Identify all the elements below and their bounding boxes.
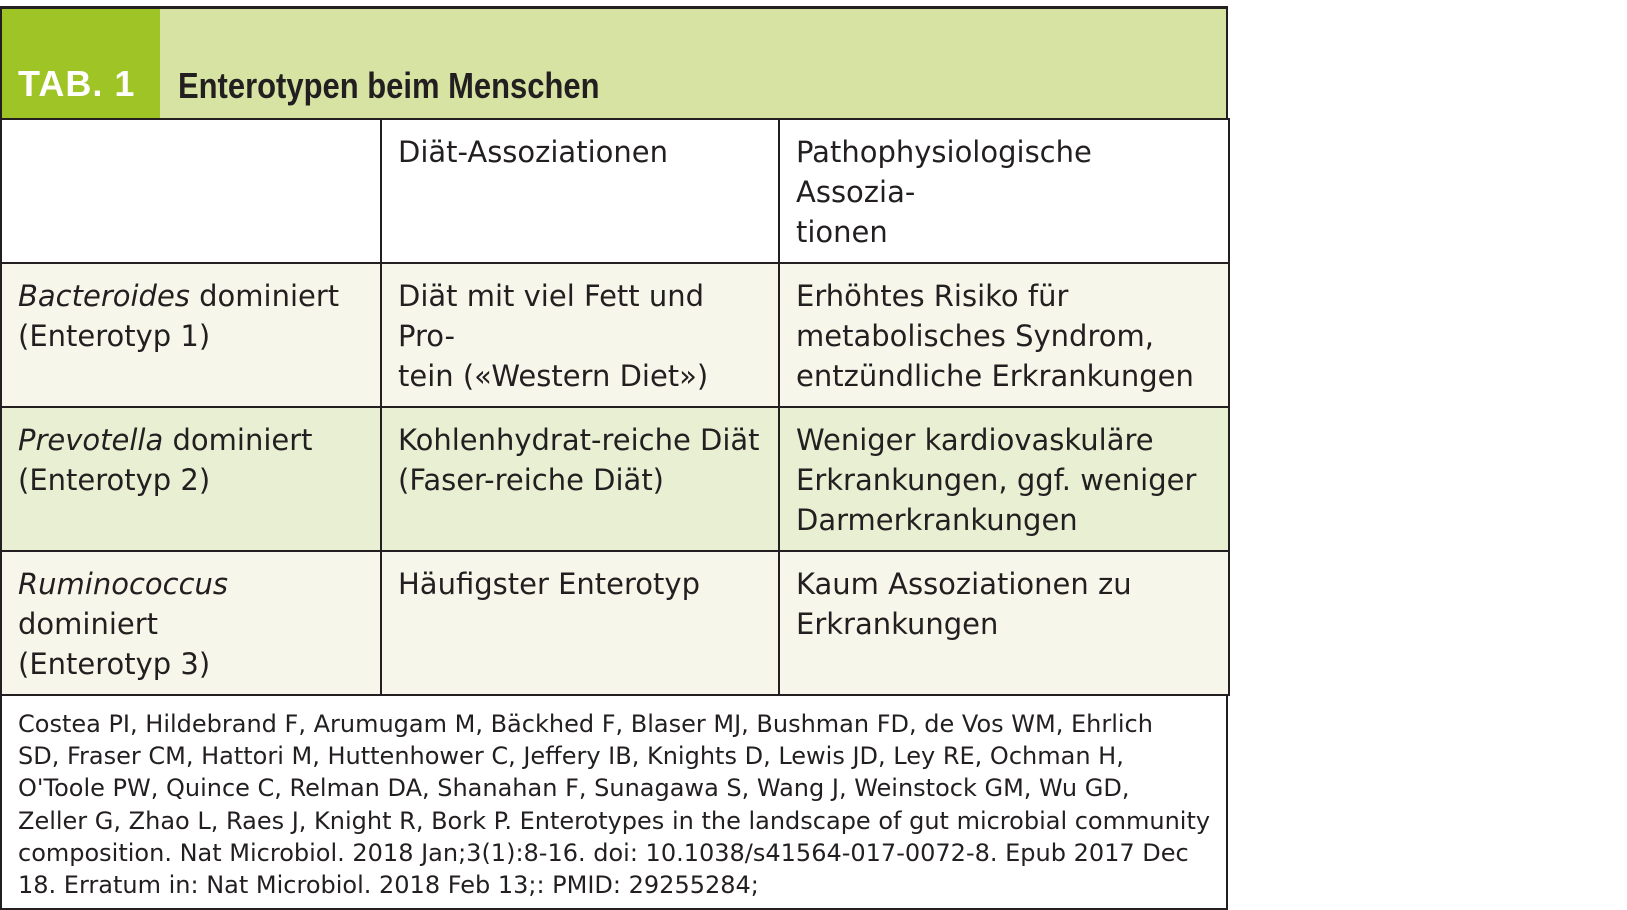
- cell-text: Häufigster Enterotyp: [398, 567, 700, 601]
- column-header-patho: [779, 119, 1229, 263]
- enterotype-cell: Ruminococcus dominiert (Enterotyp 3): [1, 551, 381, 695]
- patho-cell: [779, 263, 1229, 407]
- table-number-label: TAB. 1: [2, 9, 160, 118]
- column-header-row: [1, 119, 1229, 263]
- cell-text: Diät-Assoziationen: [398, 135, 668, 169]
- diet-cell: [381, 407, 779, 551]
- cell-text: Pathophysiologische Assozia- tionen: [796, 135, 1092, 249]
- table-row: [1, 407, 1229, 551]
- cell-text: Kaum Assoziationen zu Erkrankungen: [796, 567, 1132, 641]
- column-header-diet: [381, 119, 779, 263]
- reference-line: 18. Erratum in: Nat Microbiol. 2018 Feb 13;: PMID: 29255284;: [18, 871, 759, 900]
- reference-line: composition. Nat Microbiol. 2018 Jan;3(1):8-16. doi: 10.1038/s41564-017-0072-8. Epub 2017 Dec: [18, 838, 1189, 867]
- enterotype-cell: Bacteroides dominiert (Enterotyp 1): [1, 263, 381, 407]
- reference-line: Costea PI, Hildebrand F, Arumugam M, Bäckhed F, Blaser MJ, Bushman FD, de Vos WM, Ehrlich: [18, 710, 1153, 738]
- genus-name: Prevotella: [18, 423, 164, 457]
- cell-text: Diät mit viel Fett und Pro- tein («Western Diet»): [398, 279, 709, 393]
- genus-name: Ruminococcus: [18, 567, 229, 601]
- enterotype-cell: Prevotella dominiert (Enterotyp 2): [1, 407, 381, 551]
- table-row: [1, 263, 1229, 407]
- diet-cell: [381, 263, 779, 407]
- cell-text: Kohlenhydrat-reiche Diät (Faser-reiche Diät): [398, 423, 760, 497]
- reference-line: Zeller G, Zhao L, Raes J, Knight R, Bork P. Enterotypes in the landscape of gut microbial community: [18, 806, 1211, 835]
- patho-cell: [779, 407, 1229, 551]
- column-header-empty: [1, 119, 381, 263]
- data-table: [0, 118, 1230, 696]
- reference-citation: [0, 696, 1228, 910]
- table-header: [0, 6, 1228, 118]
- enterotype-table: [0, 6, 1228, 910]
- reference-line: O'Toole PW, Quince C, Relman DA, Shanahan F, Sunagawa S, Wang J, Weinstock GM, Wu GD,: [18, 774, 1130, 803]
- genus-name: Bacteroides: [18, 279, 190, 313]
- cell-text: Weniger kardiovaskuläre Erkrankungen, ggf. weniger Darmerkrankungen: [796, 423, 1197, 537]
- patho-cell: [779, 551, 1229, 695]
- table-title: Enterotypen beim Menschen: [178, 65, 600, 106]
- diet-cell: [381, 551, 779, 695]
- reference-line: SD, Fraser CM, Hattori M, Huttenhower C, Jeffery IB, Knights D, Lewis JD, Ley RE, Ochman H,: [18, 742, 1124, 771]
- table-row: [1, 551, 1229, 695]
- cell-text: Erhöhtes Risiko für metabolisches Syndrom, entzündliche Erkrankungen: [796, 279, 1194, 393]
